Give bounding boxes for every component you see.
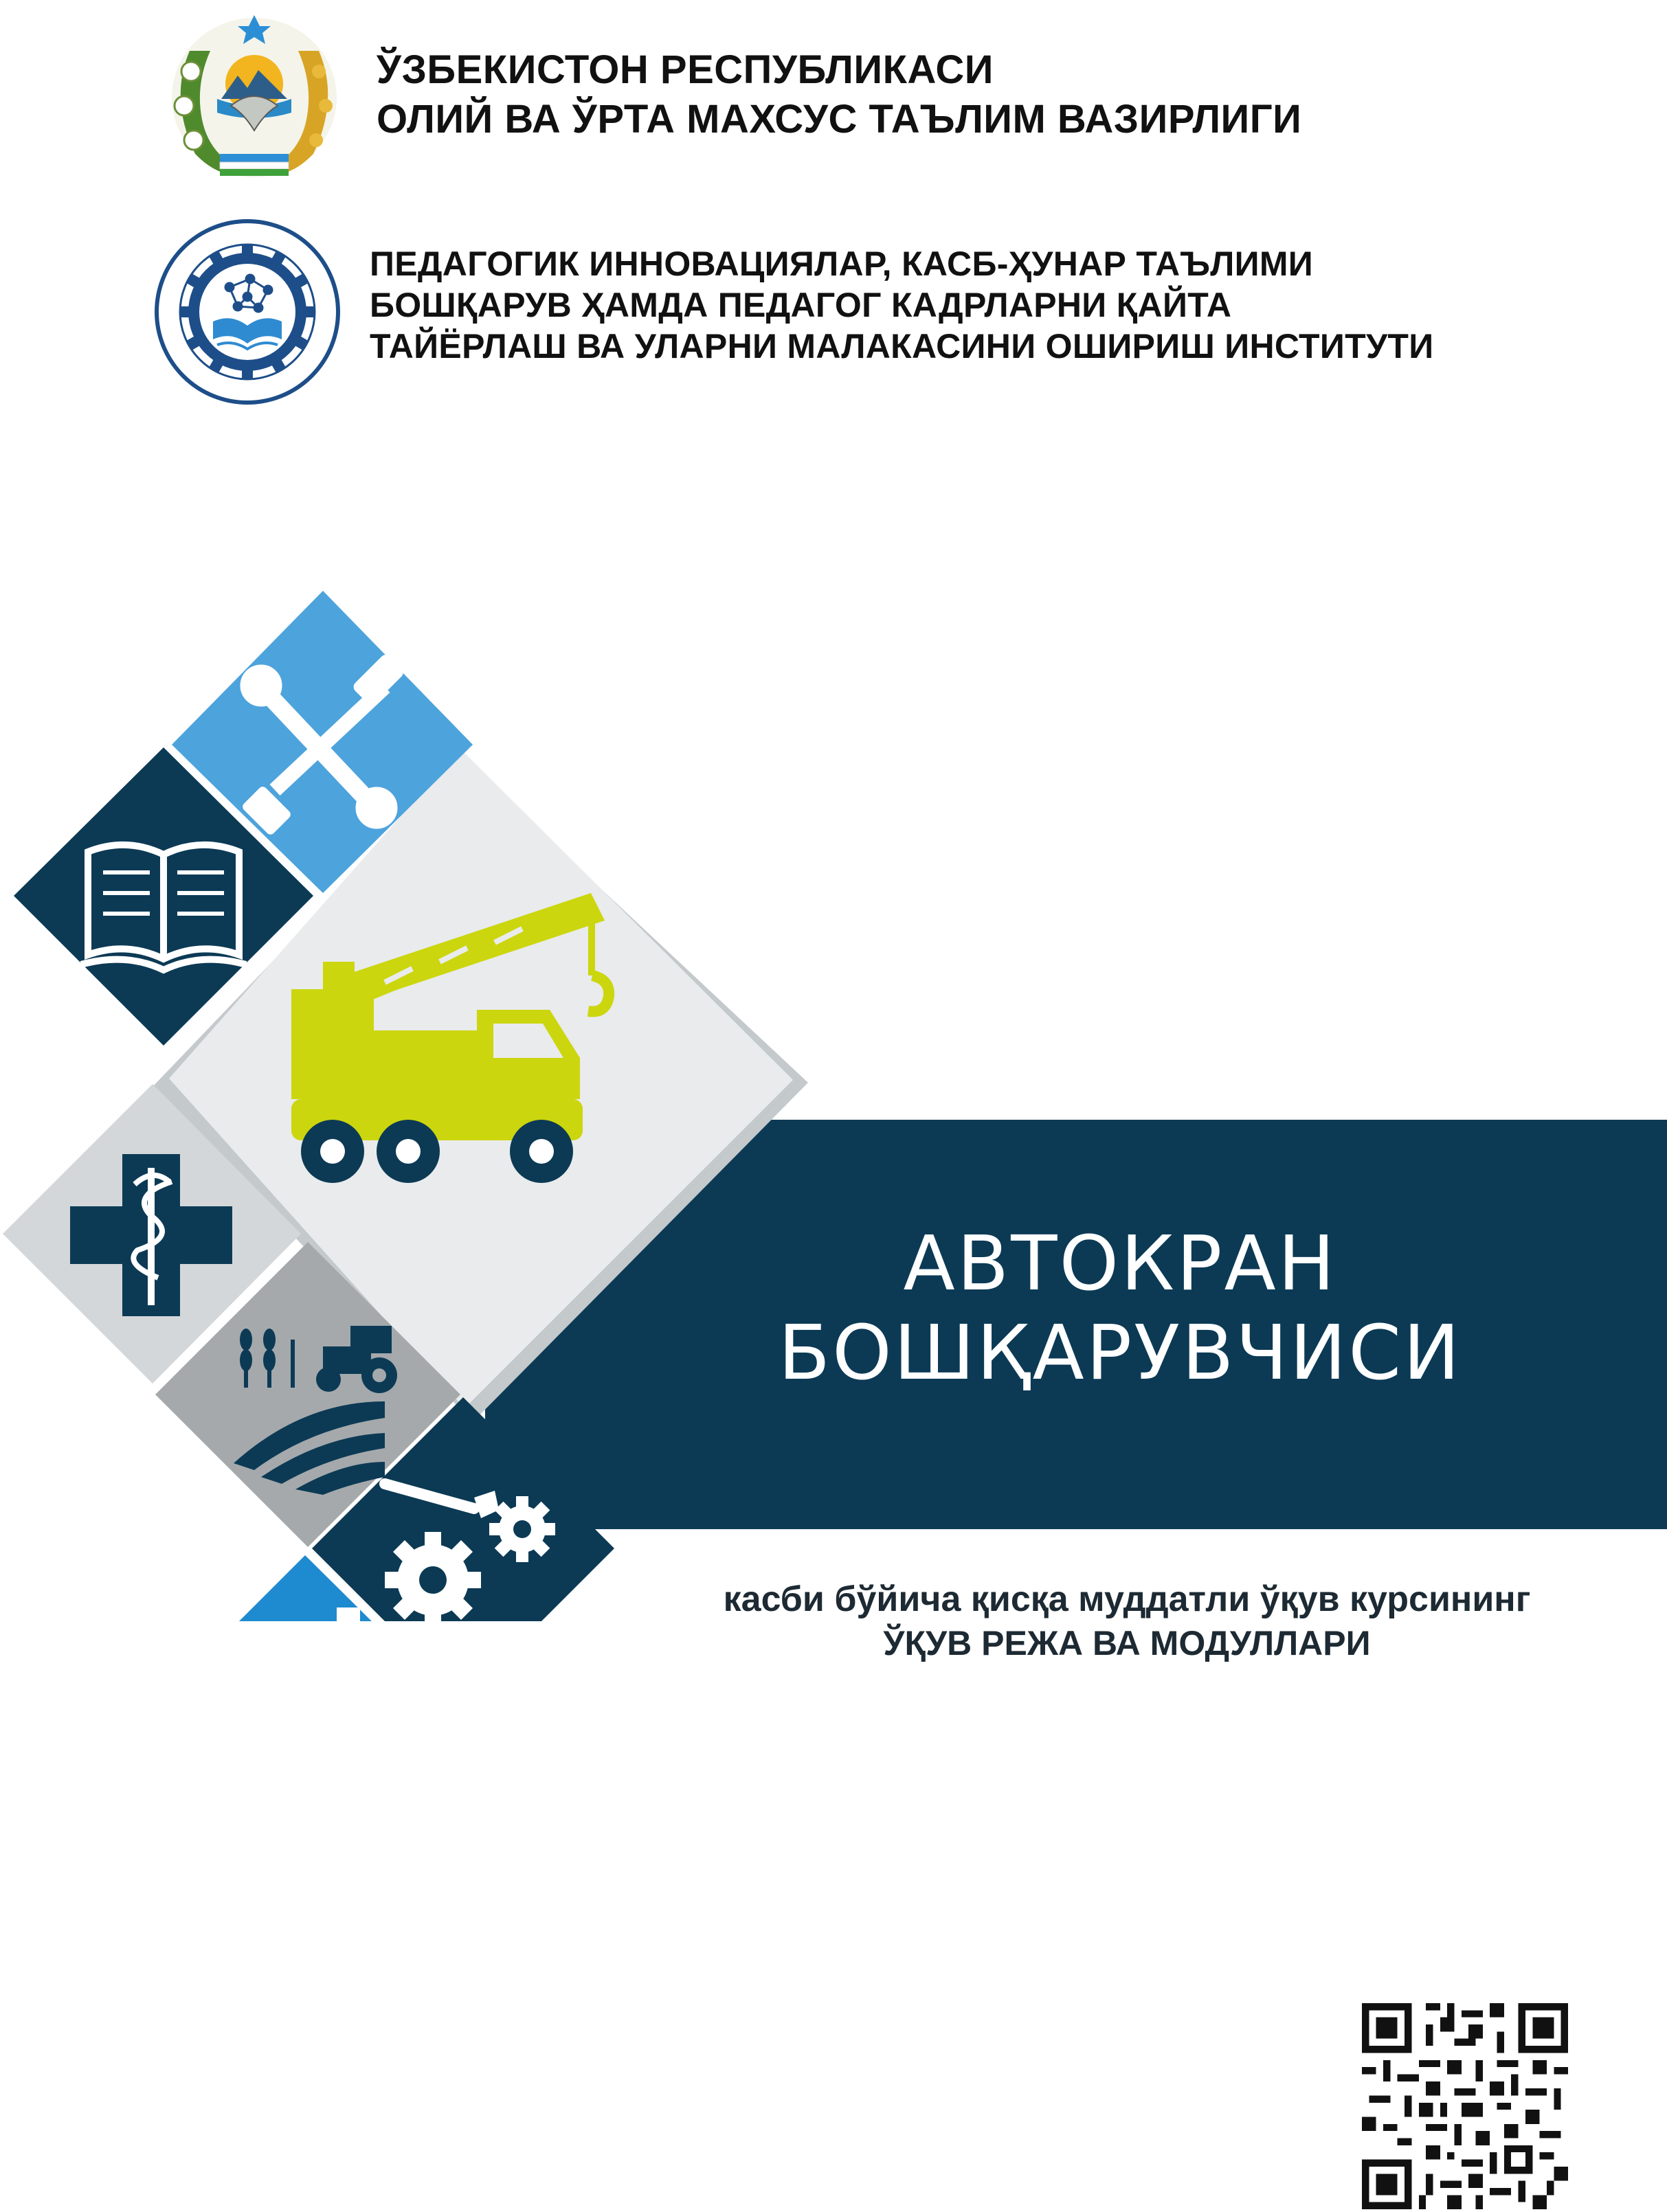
profession-icon-mosaic <box>0 577 825 1621</box>
course-title <box>742 1219 1498 1397</box>
institute-line-3: ТАЙЁРЛАШ ВА УЛАРНИ МАЛАКАСИНИ ОШИРИШ ИНСТИТУТИ <box>370 327 1434 365</box>
title-line-1: АВТОКРАН <box>903 1219 1337 1307</box>
ministry-line-2: ОЛИЙ ВА ЎРТА МАХСУС ТАЪЛИМ ВАЗИРЛИГИ <box>377 97 1302 142</box>
institute-heading <box>370 243 1433 367</box>
state-emblem-icon <box>162 10 346 183</box>
ministry-heading <box>377 45 1301 144</box>
subtitle-line-1: касби бўйича қисқа муддатли ўқув курсининг <box>723 1579 1531 1619</box>
institute-line-2: БОШҚАРУВ ҲАМДА ПЕДАГОГ КАДРЛАРНИ ҚАЙТА <box>370 286 1232 324</box>
ministry-line-1: ЎЗБЕКИСТОН РЕСПУБЛИКАСИ <box>377 47 994 92</box>
institute-logo-icon <box>154 218 341 405</box>
qr-code-icon <box>1362 2003 1568 2209</box>
institute-line-1: ПЕДАГОГИК ИННОВАЦИЯЛАР, КАСБ-ҲУНАР ТАЪЛИМИ <box>370 245 1314 283</box>
course-subtitle <box>618 1577 1635 1665</box>
title-line-2: БОШҚАРУВЧИСИ <box>778 1309 1462 1397</box>
subtitle-line-2: ЎҚУВ РЕЖА ВА МОДУЛЛАРИ <box>883 1624 1371 1662</box>
